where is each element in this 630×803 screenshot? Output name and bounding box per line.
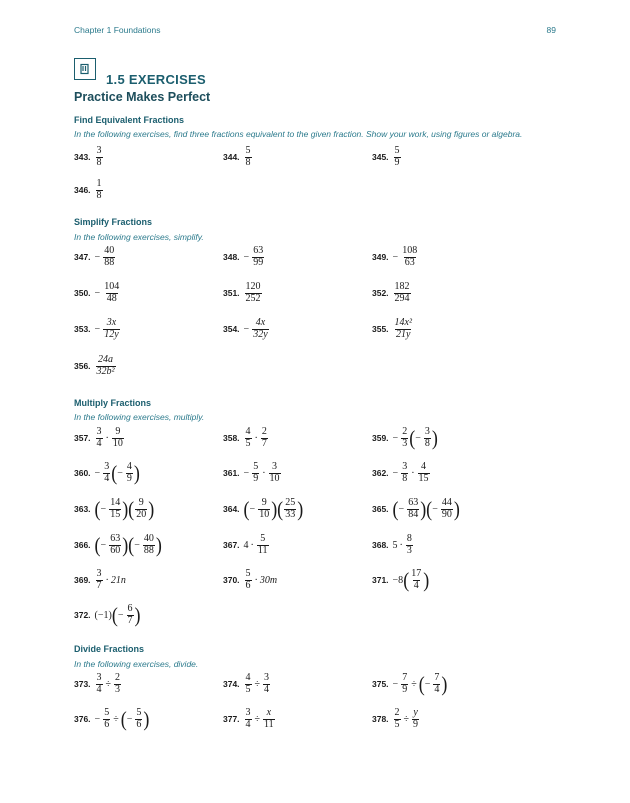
denominator: 8	[424, 437, 430, 449]
denominator: 99	[253, 256, 264, 268]
exercise-number: 369.	[74, 575, 91, 585]
denominator: 63	[404, 256, 415, 268]
numerator: 4	[421, 461, 427, 472]
exercise-number: 354.	[223, 324, 240, 334]
fraction	[126, 462, 133, 484]
denominator: 84	[408, 508, 419, 520]
leading-factor: −8	[392, 574, 404, 586]
numerator: 8	[406, 533, 412, 544]
section-title-equivalent: Find Equivalent Fractions	[74, 115, 185, 125]
exercise-number: 344.	[223, 152, 240, 162]
fraction	[109, 498, 121, 520]
numerator: x	[266, 707, 272, 718]
denominator: 11	[264, 718, 274, 730]
denominator: 4	[96, 683, 102, 695]
exercise-369: 369. $\frac{3}{7}$ · 21n	[74, 568, 126, 591]
section-instructions-equivalent: In the following exercises, find three fractions equivalent to the given fraction. Show your work, using figures or algebra.	[74, 129, 523, 139]
numerator: 63	[253, 245, 264, 256]
exercise-353	[74, 318, 121, 340]
exercise-number: 350.	[74, 288, 91, 298]
exercise-377: 377. $\frac{3}{4}$ ÷ $\frac{x}{11}$	[223, 707, 274, 730]
denominator: 9	[253, 472, 259, 484]
numerator: 5	[104, 707, 110, 718]
exercise-number: 378.	[372, 714, 389, 724]
fraction	[245, 569, 252, 591]
exercise-number: 373.	[74, 679, 91, 689]
denominator: 8	[96, 189, 102, 201]
minus-sign: −	[94, 287, 101, 299]
denominator: 88	[104, 256, 115, 268]
fraction	[252, 318, 268, 340]
denominator: 3	[115, 683, 121, 695]
fraction	[103, 282, 120, 304]
denominator: 21y	[396, 328, 411, 340]
denominator: 15	[110, 508, 121, 520]
fraction	[96, 427, 103, 449]
numerator: 4	[126, 461, 132, 472]
section-title-divide: Divide Fractions	[74, 644, 145, 654]
numerator: 4	[245, 672, 251, 683]
fraction	[418, 462, 430, 484]
numerator: 7	[434, 672, 440, 683]
numerator: 63	[110, 533, 121, 544]
page-number: 89	[546, 25, 556, 35]
numerator: 4x	[255, 317, 266, 328]
exercise-number: 372.	[74, 610, 91, 620]
numerator: 9	[261, 497, 267, 508]
numerator: 2	[402, 426, 408, 437]
numerator: 14	[110, 497, 121, 508]
numerator: 3	[272, 461, 278, 472]
exercise-number: 348.	[223, 252, 240, 262]
exercise-number: 364.	[223, 504, 240, 514]
exercise-364: 364. ( − $\frac{9}{10}$ )( $\frac{25}{33}$ )	[223, 497, 304, 521]
exercises-badge	[74, 58, 96, 80]
numerator: 3	[96, 672, 102, 683]
fraction	[135, 708, 142, 730]
minus-sign: −	[94, 251, 101, 263]
numerator: 104	[104, 281, 120, 292]
numerator: 24a	[98, 354, 114, 365]
denominator: 10	[112, 437, 123, 449]
minus-sign: −	[243, 323, 250, 335]
exercise-number: 374.	[223, 679, 240, 689]
fraction	[103, 708, 110, 730]
fraction	[143, 534, 155, 556]
denominator: 3	[406, 544, 412, 556]
numerator: 40	[143, 533, 154, 544]
exercise-368: 368. 5 · $\frac{8}{3}$	[372, 533, 412, 556]
numerator: 1	[96, 178, 102, 189]
denominator: 32y	[253, 328, 268, 340]
fraction	[96, 355, 116, 377]
fraction	[394, 318, 413, 340]
denominator: 3	[402, 437, 408, 449]
numerator: 5	[245, 568, 251, 579]
section-instructions-multiply: In the following exercises, multiply.	[74, 412, 205, 422]
numerator: 40	[104, 245, 115, 256]
exercise-number: 360.	[74, 468, 91, 478]
denominator: 9	[402, 683, 408, 695]
exercise-359: 359. − $\frac{2}{3}$ ( − $\frac{3}{8}$ )	[372, 426, 438, 450]
fraction	[261, 427, 268, 449]
numerator: y	[413, 707, 418, 718]
numerator: 3x	[106, 317, 117, 328]
fraction	[245, 427, 252, 449]
exercise-number: 362.	[372, 468, 389, 478]
denominator: 5	[394, 718, 400, 730]
exercise-number: 351.	[223, 288, 240, 298]
exercise-number: 365.	[372, 504, 389, 514]
exercise-376: 376. − $\frac{5}{6}$ ÷ ( − $\frac{5}{6}$ )	[74, 707, 150, 731]
fraction	[263, 708, 275, 730]
fraction	[410, 569, 422, 591]
exercise-355	[372, 318, 414, 340]
exercise-358: 358. $\frac{4}{5}$ · $\frac{2}{7}$	[223, 426, 267, 449]
fraction	[257, 534, 269, 556]
whole-number: 5	[392, 539, 398, 551]
exercise-number: 368.	[372, 540, 389, 550]
exercise-number: 355.	[372, 324, 389, 334]
fraction	[406, 534, 413, 556]
numerator: 9	[115, 426, 121, 437]
exercise-363: 363. ( − $\frac{14}{15}$ )( $\frac{9}{20}$ )	[74, 497, 155, 521]
fraction	[103, 462, 110, 484]
denominator: 6	[104, 718, 110, 730]
exercise-number: 377.	[223, 714, 240, 724]
fraction	[127, 604, 134, 626]
fraction	[245, 673, 252, 695]
exercise-number: 358.	[223, 433, 240, 443]
fraction	[433, 673, 440, 695]
whole-number: 4	[243, 539, 249, 551]
numerator: 2	[115, 672, 121, 683]
exercise-number: 370.	[223, 575, 240, 585]
denominator: 4	[245, 718, 251, 730]
exercise-number: 361.	[223, 468, 240, 478]
exercise-360: 360. − $\frac{3}{4}$ ( − $\frac{4}{9}$ )	[74, 461, 140, 485]
denominator: 9	[413, 718, 419, 730]
multiplier-term: 30m	[259, 574, 278, 586]
exercise-352	[372, 282, 412, 304]
denominator: 7	[127, 614, 133, 626]
numerator: 44	[441, 497, 452, 508]
minus-sign: −	[392, 251, 399, 263]
denominator: 5	[245, 437, 251, 449]
exercise-number: 367.	[223, 540, 240, 550]
fraction	[394, 146, 401, 168]
denominator: 88	[143, 544, 154, 556]
numerator: 7	[402, 672, 408, 683]
exercise-number: 343.	[74, 152, 91, 162]
exercise-345	[372, 146, 402, 168]
denominator: 7	[261, 437, 267, 449]
numerator: 3	[96, 145, 102, 156]
numerator: 5	[245, 145, 251, 156]
fraction	[394, 282, 411, 304]
fraction	[96, 569, 103, 591]
numerator: 182	[394, 281, 410, 292]
denominator: 60	[110, 544, 121, 556]
denominator: 294	[394, 292, 410, 304]
denominator: 15	[418, 472, 429, 484]
denominator: 12y	[104, 328, 119, 340]
exercise-number: 352.	[372, 288, 389, 298]
exercise-number: 357.	[74, 433, 91, 443]
fraction	[441, 498, 453, 520]
exercise-344	[223, 146, 253, 168]
exercise-number: 359.	[372, 433, 389, 443]
exercise-374: 374. $\frac{4}{5}$ ÷ $\frac{3}{4}$	[223, 672, 270, 695]
fraction	[407, 498, 419, 520]
denominator: 11	[257, 544, 268, 556]
section-title-simplify: Simplify Fractions	[74, 217, 153, 227]
numerator: 6	[127, 603, 133, 614]
exercise-number: 376.	[74, 714, 91, 724]
numerator: 25	[285, 497, 296, 508]
fraction	[394, 708, 401, 730]
fraction	[112, 427, 124, 449]
fraction	[401, 246, 418, 268]
fraction	[103, 246, 115, 268]
fraction	[96, 146, 103, 168]
numerator: 2	[394, 707, 400, 718]
denominator: 7	[96, 579, 102, 591]
denominator: 20	[136, 508, 147, 520]
fraction	[135, 498, 147, 520]
section-instructions-divide: In the following exercises, divide.	[74, 659, 199, 669]
denominator: 4	[264, 683, 270, 695]
fraction	[401, 462, 408, 484]
fraction	[245, 146, 252, 168]
denominator: 10	[259, 508, 270, 520]
fraction	[424, 427, 431, 449]
exercise-347	[74, 246, 116, 268]
numerator: 3	[264, 672, 270, 683]
fraction	[252, 462, 259, 484]
fraction	[96, 179, 103, 201]
section-title-multiply: Multiply Fractions	[74, 398, 152, 408]
fraction	[263, 673, 270, 695]
numerator: 9	[138, 497, 144, 508]
denominator: 252	[245, 292, 261, 304]
exercise-number: 346.	[74, 185, 91, 195]
fraction	[252, 246, 264, 268]
exercise-346	[74, 179, 104, 201]
numerator: 14x²	[394, 317, 412, 328]
exercise-351	[223, 282, 263, 304]
exercise-number: 353.	[74, 324, 91, 334]
denominator: 32b²	[96, 365, 115, 377]
exercise-number: 366.	[74, 540, 91, 550]
fraction	[109, 534, 121, 556]
numerator: 3	[424, 426, 430, 437]
numerator: 63	[408, 497, 419, 508]
exercise-number: 375.	[372, 679, 389, 689]
exercise-372: 372. (−1) ( − $\frac{6}{7}$ )	[74, 603, 141, 627]
fraction	[258, 498, 270, 520]
section-label: 1.5 EXERCISES	[106, 72, 206, 87]
numerator: 5	[260, 533, 266, 544]
leading-factor: (−1)	[94, 609, 112, 621]
denominator: 6	[136, 718, 142, 730]
denominator: 4	[104, 472, 110, 484]
minus-sign: −	[243, 251, 250, 263]
fraction	[114, 673, 121, 695]
exercise-number: 371.	[372, 575, 389, 585]
fraction	[269, 462, 281, 484]
pencil-icon	[79, 63, 91, 75]
denominator: 4	[434, 683, 440, 695]
exercise-number: 345.	[372, 152, 389, 162]
exercise-370: 370. $\frac{5}{6}$ · 30m	[223, 568, 278, 591]
numerator: 120	[245, 281, 261, 292]
exercise-373: 373. $\frac{3}{4}$ ÷ $\frac{2}{3}$	[74, 672, 121, 695]
multiplier-term: 21n	[110, 574, 126, 586]
exercise-361: 361. − $\frac{5}{9}$ · $\frac{3}{10}$	[223, 461, 280, 484]
running-header-chapter: Chapter 1 Foundations	[74, 25, 161, 35]
numerator: 5	[253, 461, 259, 472]
denominator: 10	[269, 472, 280, 484]
numerator: 17	[411, 568, 422, 579]
exercise-348	[223, 246, 265, 268]
exercise-349	[372, 246, 419, 268]
numerator: 2	[261, 426, 267, 437]
fraction	[96, 673, 103, 695]
denominator: 9	[126, 472, 132, 484]
denominator: 48	[106, 292, 117, 304]
exercise-365: 365. ( − $\frac{63}{84}$ )( − $\frac{44}{90}$ )	[372, 497, 460, 521]
exercise-366: 366. ( − $\frac{63}{60}$ )( − $\frac{40}{88}$ )	[74, 533, 162, 557]
numerator: 108	[402, 245, 418, 256]
exercise-343	[74, 146, 104, 168]
exercise-367: 367. 4 · $\frac{5}{11}$	[223, 533, 268, 556]
fraction	[412, 708, 419, 730]
exercise-number: 363.	[74, 504, 91, 514]
numerator: 3	[96, 568, 102, 579]
denominator: 8	[402, 472, 408, 484]
exercise-number: 349.	[372, 252, 389, 262]
exercise-354	[223, 318, 270, 340]
numerator: 5	[136, 707, 142, 718]
fraction	[401, 427, 408, 449]
fraction	[245, 282, 262, 304]
exercise-371: 371. −8 ( $\frac{17}{4}$ )	[372, 568, 430, 592]
exercise-378: 378. $\frac{2}{5}$ ÷ $\frac{y}{9}$	[372, 707, 419, 730]
fraction	[245, 708, 252, 730]
denominator: 33	[285, 508, 296, 520]
denominator: 8	[245, 156, 251, 168]
exercise-362: 362. − $\frac{3}{8}$ · $\frac{4}{15}$	[372, 461, 429, 484]
exercise-350	[74, 282, 121, 304]
exercise-number: 356.	[74, 361, 91, 371]
denominator: 90	[441, 508, 452, 520]
exercise-375: 375. − $\frac{7}{9}$ ÷ ( − $\frac{7}{4}$ )	[372, 672, 448, 696]
minus-sign: −	[94, 323, 101, 335]
exercise-number: 347.	[74, 252, 91, 262]
page-subtitle: Practice Makes Perfect	[74, 90, 211, 104]
numerator: 5	[394, 145, 400, 156]
denominator: 6	[245, 579, 251, 591]
fraction	[284, 498, 296, 520]
denominator: 4	[413, 579, 419, 591]
denominator: 9	[394, 156, 400, 168]
fraction	[103, 318, 119, 340]
denominator: 5	[245, 683, 251, 695]
numerator: 3	[96, 426, 102, 437]
exercise-357: 357. $\frac{3}{4}$ · $\frac{9}{10}$	[74, 426, 123, 449]
numerator: 4	[245, 426, 251, 437]
fraction	[401, 673, 408, 695]
denominator: 4	[96, 437, 102, 449]
exercise-356	[74, 355, 117, 377]
denominator: 8	[96, 156, 102, 168]
numerator: 3	[245, 707, 251, 718]
numerator: 3	[104, 461, 110, 472]
numerator: 3	[402, 461, 408, 472]
section-instructions-simplify: In the following exercises, simplify.	[74, 232, 204, 242]
